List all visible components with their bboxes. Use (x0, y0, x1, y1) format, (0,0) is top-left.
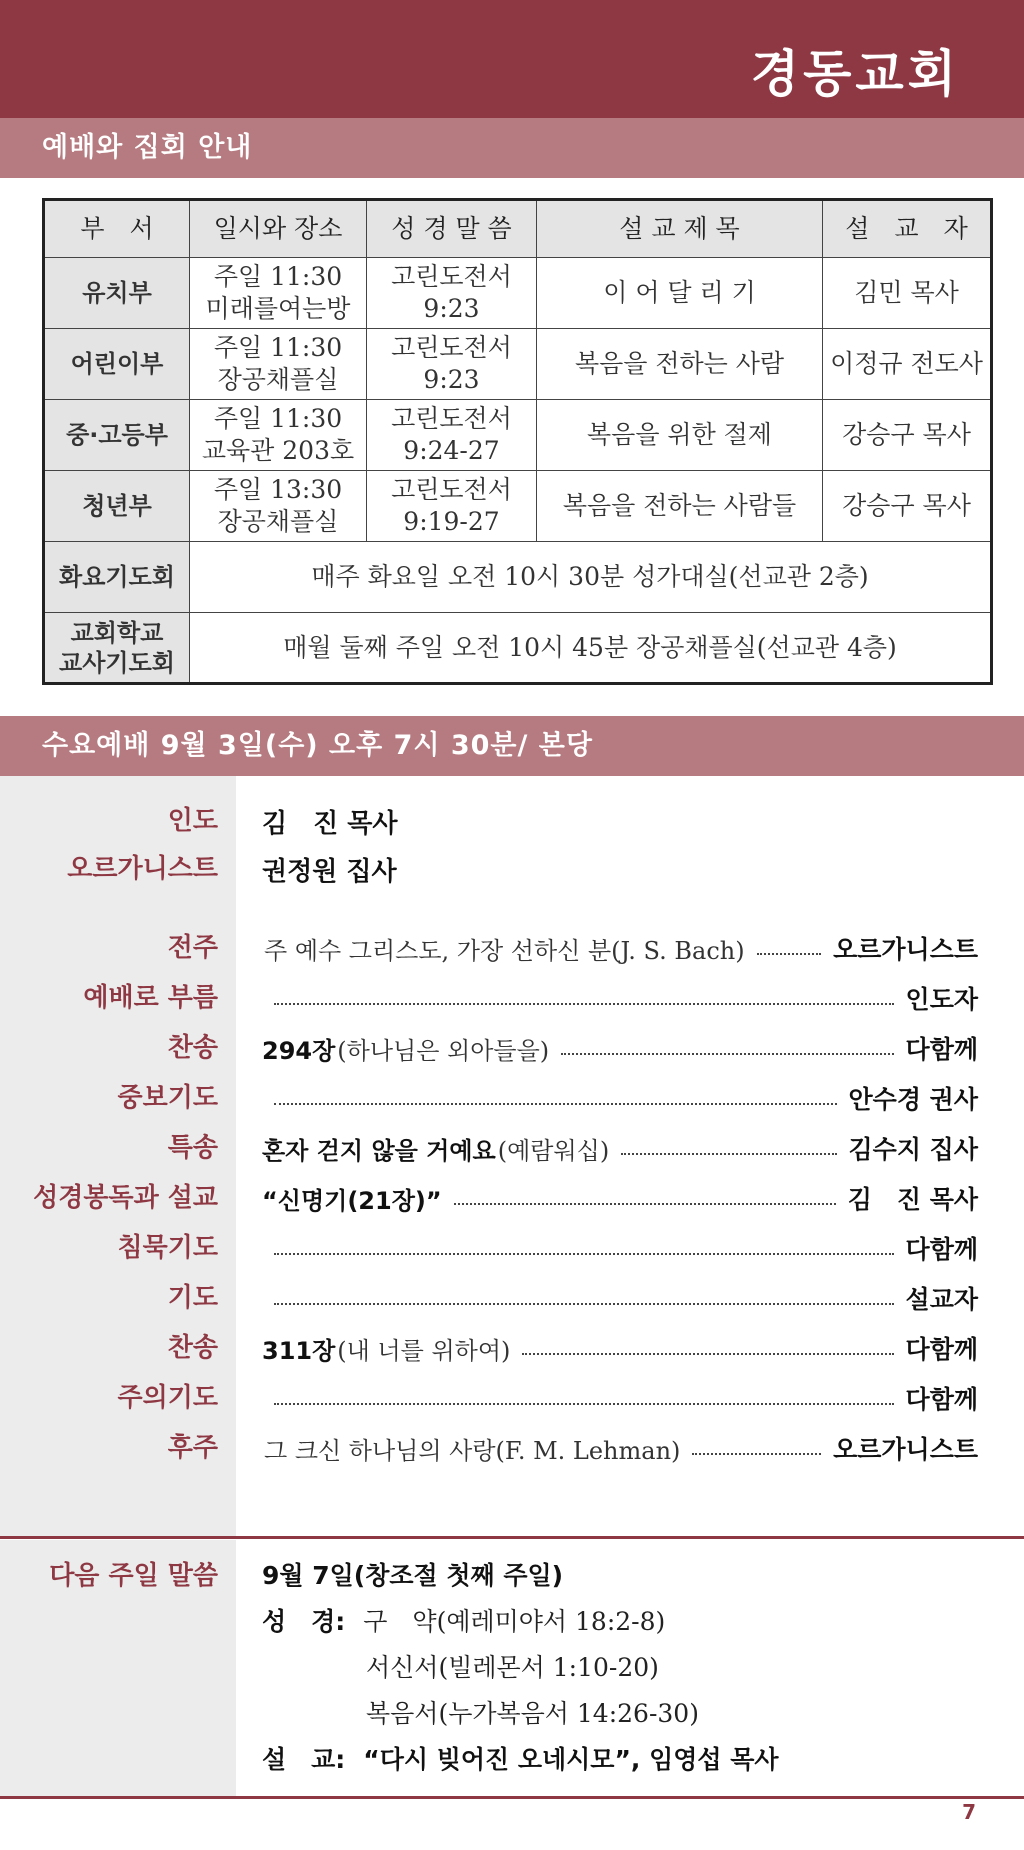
table-row (44, 329, 992, 400)
order-label: 침묵기도 (117, 1233, 218, 1263)
leader-dots (274, 1003, 894, 1005)
order-content (262, 1178, 978, 1218)
time-place-cell (190, 400, 367, 471)
leader-label: 오르가니스트 (67, 854, 218, 884)
preacher-cell: 강승구 목사 (823, 471, 992, 542)
leader-label: 인도 (167, 806, 218, 836)
order-label: 예배로 부름 (83, 983, 218, 1013)
time-text: 주일 11:30 (213, 333, 343, 362)
preacher-cell: 김민 목사 (823, 258, 992, 329)
scripture-epistle: 서신서(빌레몬서 1:10-20) (366, 1653, 659, 1682)
order-main-bold: 294장 (262, 1036, 336, 1065)
leader-row (0, 801, 1024, 841)
dept-text: 화요기도회 (59, 563, 175, 591)
order-role: 김 진 목사 (847, 1185, 978, 1214)
order-row (0, 1328, 1024, 1368)
book-text: 고린도전서 (391, 404, 512, 433)
order-content (262, 1228, 978, 1268)
order-row (0, 1178, 1024, 1218)
time-place-cell (190, 258, 367, 329)
verse-text: 9:19-27 (403, 507, 500, 536)
leader-dots (454, 1203, 836, 1205)
order-row (0, 978, 1024, 1018)
book-text: 고린도전서 (391, 262, 512, 291)
leader-dots (621, 1153, 836, 1155)
order-sub: (내 너를 위하여) (337, 1336, 511, 1365)
order-role: 김수지 집사 (848, 1135, 978, 1164)
top-banner (0, 0, 1024, 118)
leader-dots (692, 1453, 821, 1455)
time-place-cell (190, 329, 367, 400)
place-text: 장공채플실 (217, 365, 339, 394)
order-row (0, 1028, 1024, 1068)
dept-text: 교사기도회 (59, 648, 175, 677)
order-main (262, 1131, 496, 1166)
sermon-label: 설 교: (262, 1745, 346, 1774)
bottom-divider-line (0, 1796, 1024, 1799)
scripture-ot: 구 약(예레미야서 18:2-8) (363, 1607, 666, 1636)
order-role: 다함께 (905, 1385, 978, 1414)
leader-name: 권정원 집사 (262, 856, 397, 887)
section-bar-worship-guide (0, 118, 1024, 178)
scripture-cell (367, 329, 537, 400)
next-week-sermon-line (262, 1740, 779, 1780)
header-scripture: 성 경 말 씀 (367, 200, 537, 258)
order-role: 인도자 (905, 985, 978, 1014)
order-row (0, 928, 1024, 968)
order-role: 다함께 (905, 1235, 978, 1264)
order-content (262, 1278, 978, 1318)
order-row (0, 1228, 1024, 1268)
book-text: 고린도전서 (391, 475, 512, 504)
place-text: 교육관 203호 (201, 436, 355, 465)
order-label: 주의기도 (117, 1383, 218, 1413)
sermon-title-cell: 복음을 전하는 사람 (537, 329, 823, 400)
dept-cell: 어린이부 (44, 329, 190, 400)
next-week-date: 9월 7일(창조절 첫째 주일) (262, 1561, 564, 1590)
table-row-wide (44, 613, 992, 684)
sermon-title-cell: 복음을 전하는 사람들 (537, 471, 823, 542)
church-name: 경동교회 (750, 45, 960, 103)
dept-cell (44, 613, 190, 684)
table-row-wide (44, 542, 992, 613)
leader-dots (561, 1053, 893, 1055)
table-row (44, 471, 992, 542)
order-role: 오르가니스트 (833, 1435, 978, 1464)
next-week-label: 다음 주일 말씀 (49, 1561, 218, 1591)
order-sub: 그 크신 하나님의 사랑(F. M. Lehman) (264, 1436, 681, 1465)
next-week-scripture-line (262, 1602, 665, 1642)
time-text: 주일 13:30 (213, 475, 343, 504)
time-place-cell (190, 471, 367, 542)
order-label: 기도 (167, 1283, 218, 1313)
order-content (262, 978, 978, 1018)
leader-content (262, 849, 978, 889)
scripture-cell (367, 471, 537, 542)
order-row (0, 1128, 1024, 1168)
order-label: 후주 (167, 1433, 218, 1463)
order-content (262, 928, 978, 968)
order-label: 중보기도 (117, 1083, 218, 1113)
dept-cell: 청년부 (44, 471, 190, 542)
verse-text: 9:24-27 (403, 436, 500, 465)
order-label: 특송 (167, 1133, 218, 1163)
order-content (262, 1078, 978, 1118)
order-role: 다함께 (905, 1335, 978, 1364)
leader-dots (274, 1253, 894, 1255)
dept-cell: 유치부 (44, 258, 190, 329)
order-role: 오르가니스트 (833, 935, 978, 964)
order-main-bold: 혼자 걷지 않을 거예요 (262, 1136, 496, 1165)
order-sub: (예람워십) (497, 1136, 610, 1165)
sermon-title-cell: 복음을 위한 절제 (537, 400, 823, 471)
order-role: 다함께 (905, 1035, 978, 1064)
order-main-bold: 311장 (262, 1336, 336, 1365)
verse-text: 9:23 (423, 294, 480, 323)
leader-name: 김 진 목사 (262, 808, 398, 839)
sermon-title-cell: 이 어 달 리 기 (537, 258, 823, 329)
preacher-cell: 이정규 전도사 (823, 329, 992, 400)
order-sub: 주 예수 그리스도, 가장 선하신 분(J. S. Bach) (264, 936, 745, 965)
order-role: 안수경 권사 (848, 1085, 978, 1114)
sermon-title: “다시 빚어진 오네시모”, 임영섭 목사 (363, 1745, 779, 1774)
order-row (0, 1378, 1024, 1418)
leader-dots (757, 953, 821, 955)
time-text: 주일 11:30 (213, 262, 343, 291)
scripture-cell (367, 400, 537, 471)
verse-text: 9:23 (423, 365, 480, 394)
dept-cell: 중·고등부 (44, 400, 190, 471)
order-content (262, 1378, 978, 1418)
section-bar-wednesday (0, 716, 1024, 776)
leader-dots (274, 1103, 837, 1105)
order-main (262, 1331, 335, 1366)
book-text: 고린도전서 (391, 333, 512, 362)
table-row (44, 400, 992, 471)
order-content (262, 1328, 978, 1368)
order-sub: (하나님은 외아들을) (337, 1036, 550, 1065)
order-label: 전주 (167, 933, 218, 963)
scripture-cell (367, 258, 537, 329)
info-cell: 매주 화요일 오전 10시 30분 성가대실(선교관 2층) (190, 542, 992, 613)
place-text: 미래를여는방 (205, 294, 351, 323)
order-row (0, 1278, 1024, 1318)
preacher-cell: 강승구 목사 (823, 400, 992, 471)
order-row (0, 1428, 1024, 1468)
order-content (262, 1128, 978, 1168)
order-label: 찬송 (167, 1033, 218, 1063)
leader-dots (274, 1403, 894, 1405)
page-number: 7 (962, 1800, 976, 1824)
scripture-gospel: 복음서(누가복음서 14:26-30) (366, 1699, 699, 1728)
place-text: 장공채플실 (217, 507, 339, 536)
order-main-bold: “신명기(21장)” (262, 1186, 442, 1215)
header-time-place: 일시와 장소 (190, 200, 367, 258)
divider-line (0, 1536, 1024, 1539)
order-content (262, 1028, 978, 1068)
leader-content (262, 801, 978, 841)
order-label: 성경봉독과 설교 (33, 1183, 218, 1213)
leader-row (0, 849, 1024, 889)
header-preacher: 설 교 자 (823, 200, 992, 258)
header-sermon-title: 설 교 제 목 (537, 200, 823, 258)
order-label: 찬송 (167, 1333, 218, 1363)
scripture-label: 성 경: (262, 1607, 346, 1636)
info-cell: 매월 둘째 주일 오전 10시 45분 장공채플실(선교관 4층) (190, 613, 992, 684)
order-main (262, 1031, 335, 1066)
section-title: 수요예배 9월 3일(수) 오후 7시 30분/ 본당 (42, 730, 593, 761)
dept-text: 교회학교 (70, 618, 164, 647)
order-row (0, 1078, 1024, 1118)
leader-dots (522, 1353, 893, 1355)
section-title: 예배와 집회 안내 (42, 132, 253, 163)
order-content (262, 1428, 978, 1468)
header-dept: 부 서 (44, 200, 190, 258)
order-main (262, 1181, 442, 1216)
table-header-row (44, 200, 992, 258)
order-role: 설교자 (905, 1285, 978, 1314)
worship-schedule-table (42, 198, 993, 685)
table-row (44, 258, 992, 329)
time-text: 주일 11:30 (213, 404, 343, 433)
dept-cell (44, 542, 190, 613)
leader-dots (274, 1303, 894, 1305)
